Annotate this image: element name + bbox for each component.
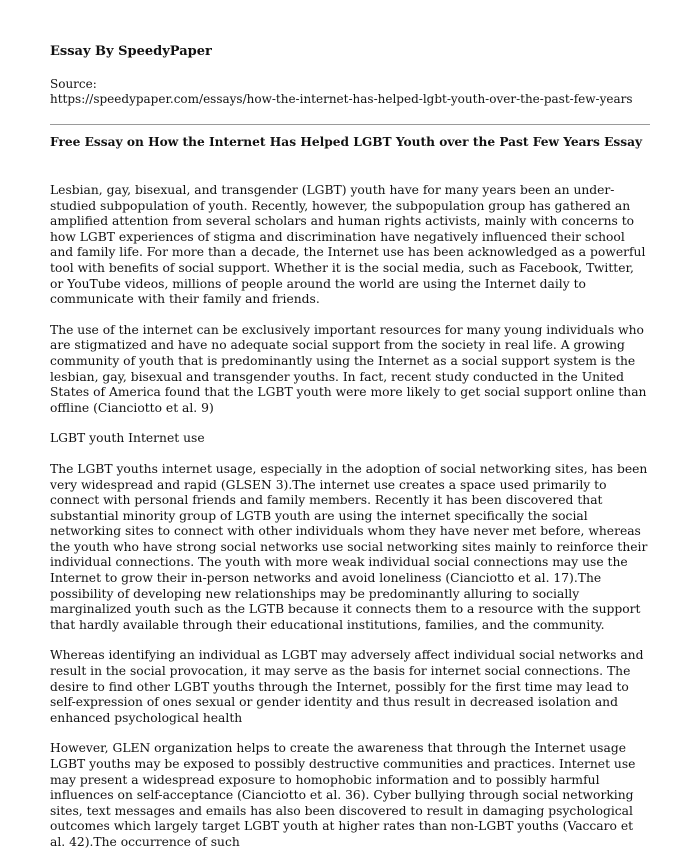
- essay-body: [50, 183, 650, 866]
- essay-title: Free Essay on How the Internet Has Helped LGBT Youth over the Past Few Years Essay: [50, 135, 643, 149]
- section-heading-internet-use: LGBT youth Internet use: [50, 431, 205, 446]
- paragraph-1: Lesbian, gay, bisexual, and transgender (LGBT) youth have for many years been an under-studied subpopulation of youth. Recently, however, the subpopulation group has gathered an amplified attention from several scholars and human rights activists, mainly with concerns to how LGBT experiences of stigma and discrimination have negatively influenced their school and family life. For more than a decade, the Internet use has been acknowledged as a powerful tool with benefits of social support. Whether it is the social media, such as Facebook, Twitter, or YouTube videos, millions of people around the world are using the Internet daily to communicate with their family and friends.: [50, 183, 646, 307]
- page-header-title: Essay By SpeedyPaper: [50, 44, 212, 59]
- source-url: https://speedypaper.com/essays/how-the-internet-has-helped-lgbt-youth-over-the-past-few-years: [50, 92, 633, 106]
- source-label: Source:: [50, 77, 97, 91]
- paragraph-2: The use of the internet can be exclusively important resources for many young individuals who are stigmatized and have no adequate social support from the society in real life. A growing community of youth that is predominantly using the Internet as a social support system is the lesbian, gay, bisexual and transgender youths. In fact, recent study conducted in the United States of America found that the LGBT youth were more likely to get social support online than offline (Cianciotto et al. 9): [50, 322, 647, 415]
- paragraph-4: Whereas identifying an individual as LGBT may adversely affect individual social networks and result in the social provocation, it may serve as the basis for internet social connections. The desire to find other LGBT youths through the Internet, possibly for the first time may lead to self-expression of ones sexual or gender identity and thus result in decreased isolation and enhanced psychological health: [50, 648, 644, 725]
- paragraph-3: The LGBT youths internet usage, especially in the adoption of social networking sites, has been very widespread and rapid (GLSEN 3).The internet use creates a space used primarily to connect with personal friends and family members. Recently it has been discovered that substantial minority group of LGTB youth are using the internet specifically the social networking sites to connect with other individuals whom they have never met before, whereas the youth who have strong social networks use social networking sites mainly to reinforce their individual connections. The youth with more weak individual social connections may use the Internet to grow their in-person networks and avoid loneliness (Cianciotto et al. 17).The possibility of developing new relationships may be predominantly alluring to socially marginalized youth such as the LGTB because it connects them to a resource with the support that hardly available through their educational institutions, families, and the community.: [50, 461, 648, 632]
- header-divider: [50, 124, 650, 125]
- paragraph-5: However, GLEN organization helps to create the awareness that through the Internet usage LGBT youths may be exposed to possibly destructive communities and practices. Internet use may present a widespread exposure to homophobic information and to possibly harmful influences on self-acceptance (Cianciotto et al. 36). Cyber bullying through social networking sites, text messages and emails has also been discovered to result in damaging psychological outcomes which largely target LGBT youth at higher rates than non-LGBT youths (Vaccaro et al. 42).The occurrence of such: [50, 741, 636, 849]
